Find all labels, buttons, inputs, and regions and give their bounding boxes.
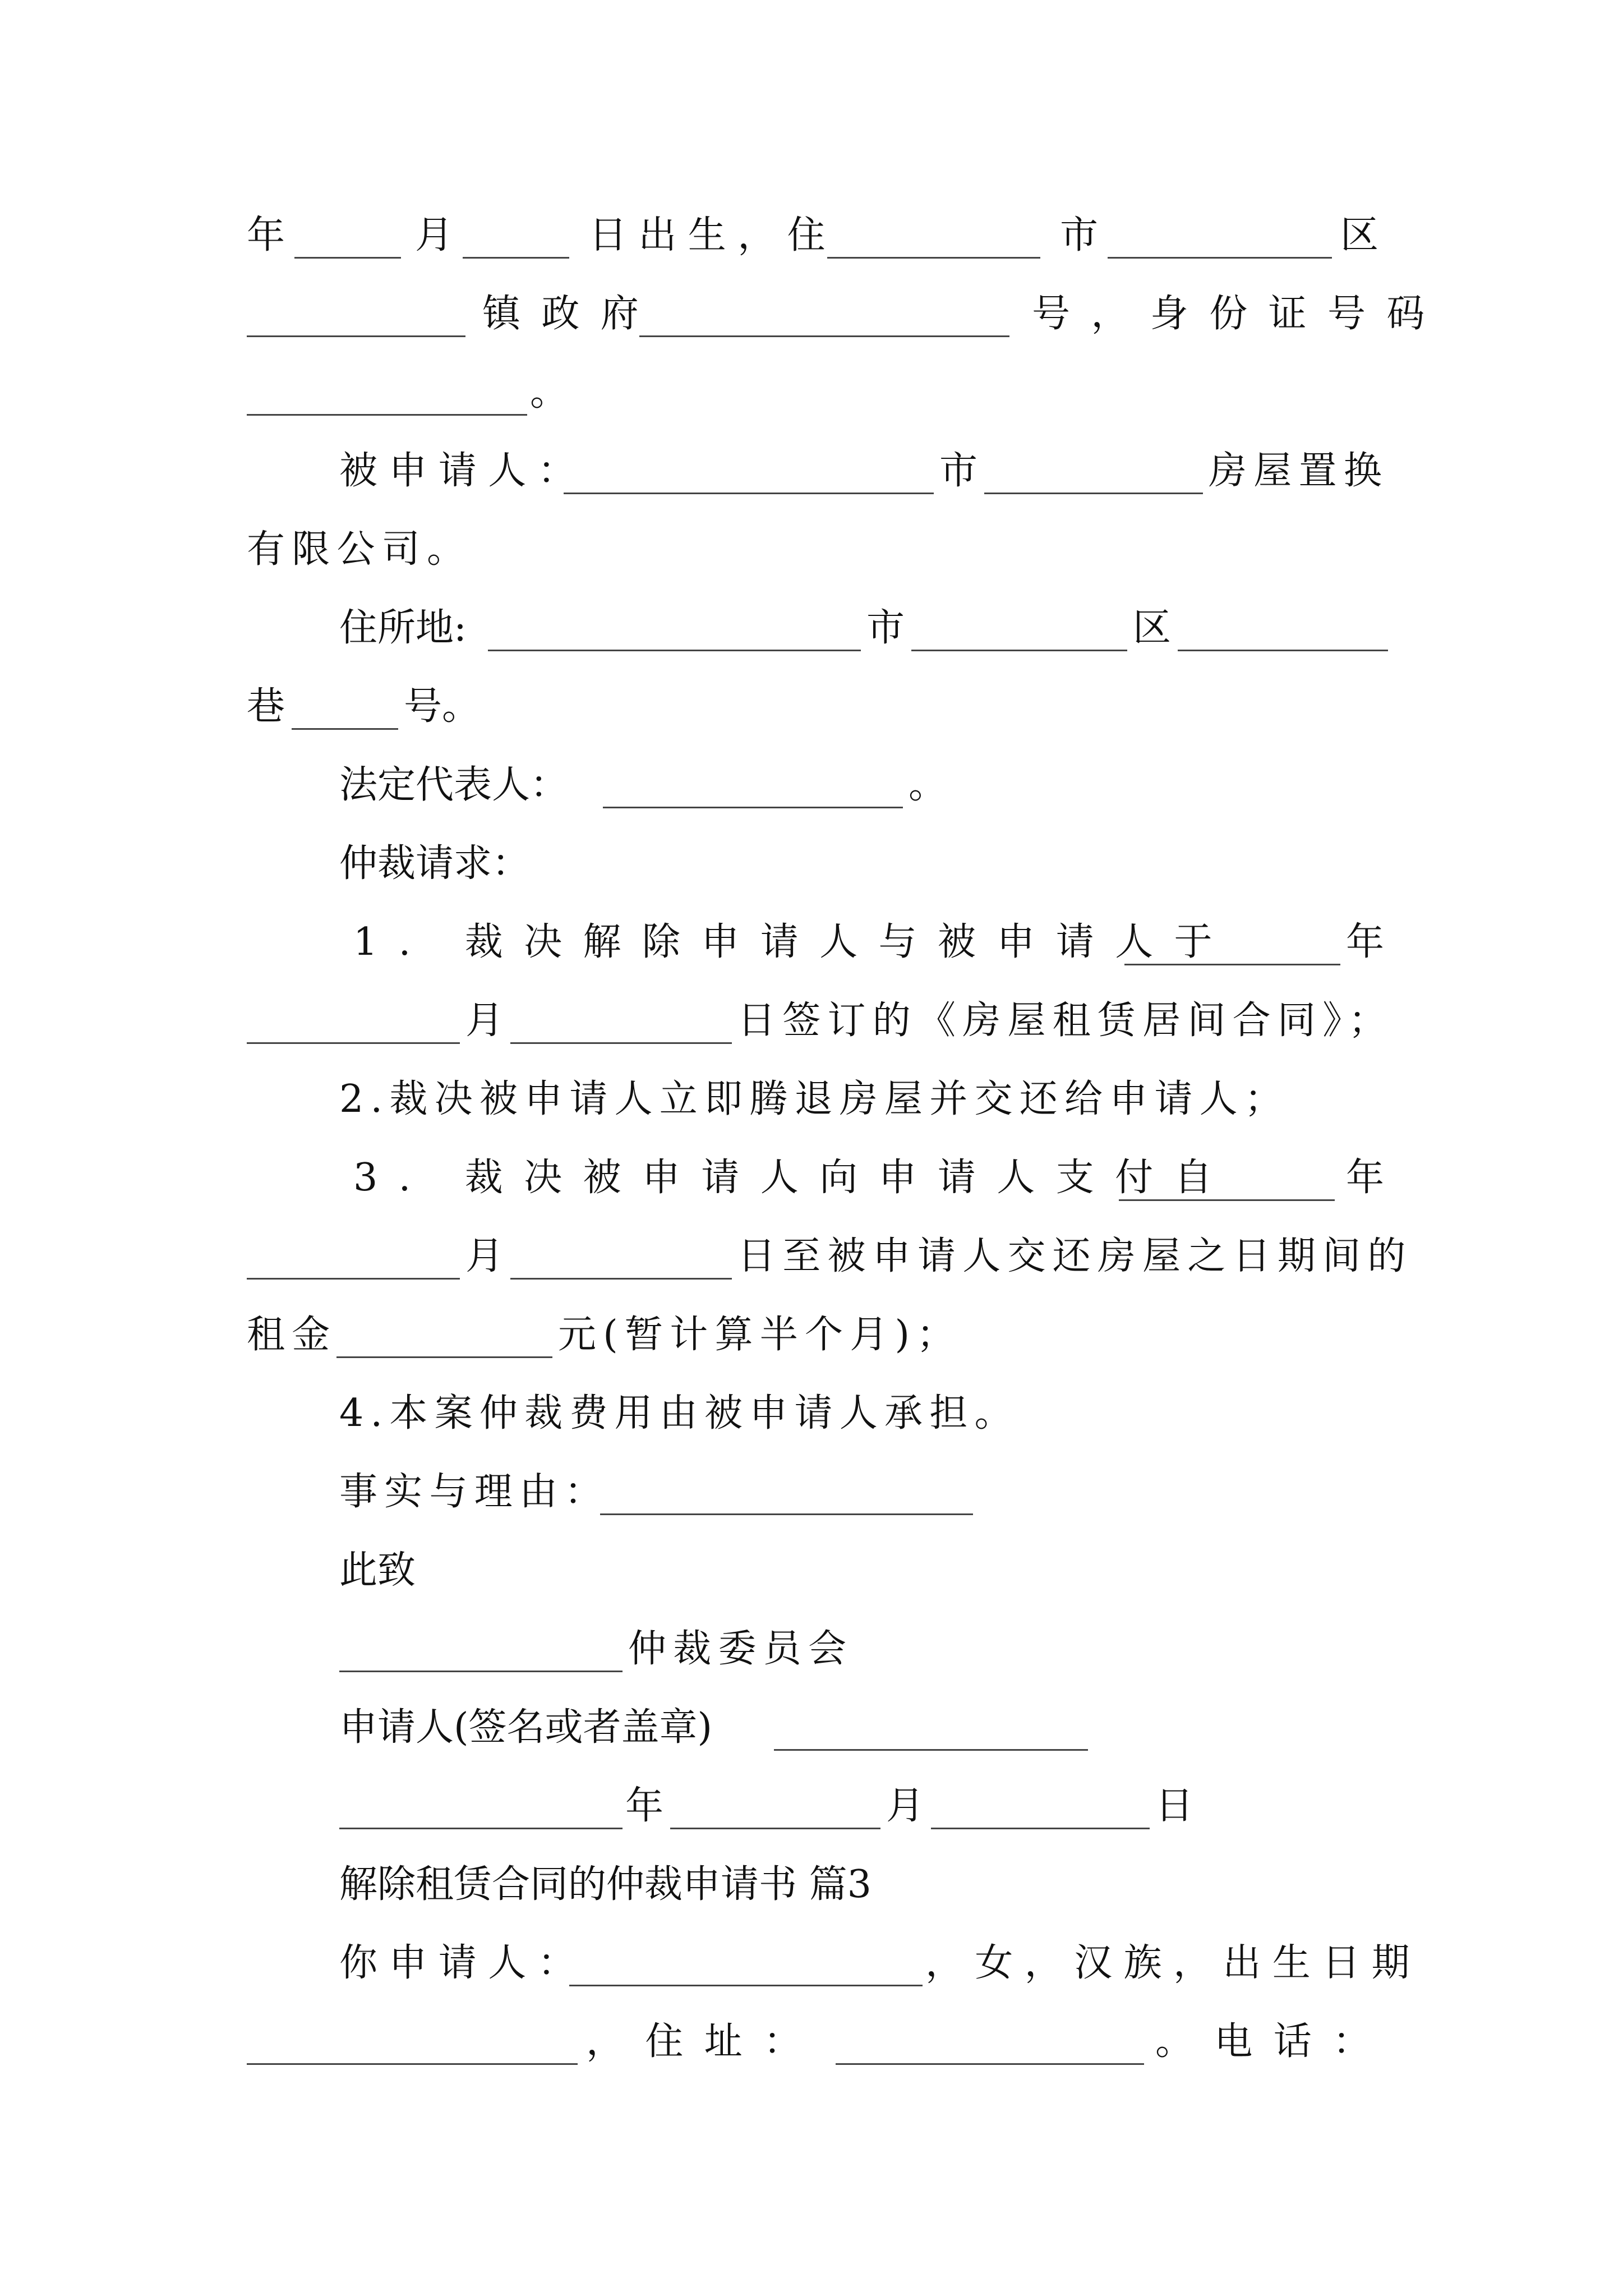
blank-date-month [670, 1828, 880, 1829]
line-claim-1-cont [0, 993, 1623, 1069]
line-claim-3 [0, 1150, 1623, 1226]
text-month: 月 [465, 999, 504, 1043]
blank-respondent [564, 493, 934, 494]
line-company [0, 522, 1623, 598]
text-town-gov: 镇政府 [482, 292, 660, 336]
text-claim-4: 4.本案仲裁费用由被申请人承担。 [339, 1391, 1020, 1435]
blank-claim-3-year [1119, 1199, 1335, 1201]
blank-claim-3-month [247, 1278, 460, 1280]
text-legal-rep-label: 法定代表人： [339, 763, 569, 807]
blank-domicile-district [1178, 650, 1388, 651]
blank-legal-rep [603, 807, 903, 808]
blank-number [639, 335, 1009, 337]
text-applicant-info: ，女，汉族，出生日期 [925, 1941, 1422, 1985]
text-lane: 巷 [247, 684, 285, 729]
blank-date-day [931, 1828, 1150, 1829]
line-claim-2 [0, 1071, 1623, 1148]
blank-district [1108, 257, 1332, 259]
line-date [0, 1778, 1623, 1855]
blank-domicile-city [911, 650, 1127, 651]
text-claim-2: 2.裁决被申请人立即腾退房屋并交还给申请人； [339, 1077, 1290, 1121]
blank-birth-date [247, 2063, 578, 2065]
text-claim-1: 1. 裁决解除申请人与被申请人于 [353, 920, 1233, 964]
text-year: 年 [247, 213, 285, 257]
blank-commission [339, 1671, 623, 1672]
text-salutation: 此致 [339, 1548, 416, 1593]
blank-applicant-name [569, 1985, 923, 1986]
line-domicile [0, 600, 1623, 677]
text-year: 年 [1346, 1156, 1385, 1200]
text-number-end: 号。 [404, 684, 481, 729]
text-period: 。 [909, 763, 947, 807]
text-city: 市 [1060, 213, 1099, 257]
text-day: 日 [1155, 1784, 1194, 1828]
line-birth-address [0, 208, 1623, 284]
text-applicant-label: 你申请人： [339, 1941, 588, 1985]
line-respondent [0, 443, 1623, 519]
blank-id [247, 414, 527, 416]
text-id-number: 号，身份证号码 [1032, 292, 1446, 336]
blank-date-year [339, 1828, 623, 1829]
text-rent-note: 元(暂计算半个月)； [558, 1313, 962, 1357]
line-commission [0, 1621, 1623, 1697]
line-address-phone [0, 2014, 1623, 2090]
blank-claim-3-day [510, 1278, 732, 1280]
blank-facts [600, 1513, 973, 1515]
line-section-title [0, 1857, 1623, 1933]
text-district: 区 [1340, 213, 1379, 257]
text-year: 年 [1346, 920, 1385, 964]
blank-claim-1-day [510, 1042, 732, 1044]
blank-month-before [294, 257, 401, 259]
blank-signature [774, 1749, 1088, 1751]
text-applicant-sign: 申请人(签名或者盖章) [339, 1705, 713, 1750]
text-commission: 仲裁委员会 [628, 1627, 854, 1671]
text-housing-exchange: 房屋置换 [1209, 449, 1389, 493]
text-city: 市 [939, 449, 978, 493]
blank-claim-1-month [247, 1042, 460, 1044]
line-legal-rep [0, 757, 1623, 834]
text-facts-label: 事实与理由： [339, 1470, 610, 1514]
line-id-end [0, 365, 1623, 441]
line-claims-heading [0, 836, 1623, 912]
text-company: 有限公司。 [247, 527, 472, 572]
line-applicant-sign [0, 1700, 1623, 1776]
line-salutation [0, 1543, 1623, 1619]
line-claim-4 [0, 1386, 1623, 1462]
blank-city [827, 257, 1040, 259]
text-year: 年 [625, 1784, 664, 1828]
text-claim-3: 3. 裁决被申请人向申请人支付自 [353, 1156, 1233, 1200]
text-claims-heading: 仲裁请求： [339, 841, 531, 886]
text-city: 市 [866, 606, 905, 650]
text-born-live: 日出生，住 [589, 213, 837, 257]
blank-address [836, 2063, 1144, 2065]
text-contract-name: 日签订的《房屋租赁居间合同》； [737, 999, 1394, 1043]
line-claim-3-cont [0, 1228, 1623, 1305]
text-rent: 租金 [247, 1313, 337, 1357]
line-applicant-2 [0, 1935, 1623, 2012]
line-lane [0, 679, 1623, 755]
line-claim-1 [0, 914, 1623, 991]
text-month: 月 [886, 1784, 925, 1828]
text-respondent-label: 被申请人： [339, 449, 588, 493]
text-month: 月 [415, 213, 454, 257]
blank-claim-1-year [1124, 964, 1340, 965]
line-rent [0, 1307, 1623, 1383]
blank-day [463, 257, 569, 259]
text-month: 月 [465, 1234, 504, 1278]
blank-respondent-city [984, 493, 1203, 494]
text-address-label: ，住址： [586, 2019, 823, 2064]
line-town-id [0, 286, 1623, 362]
text-period: 。 [530, 370, 569, 415]
blank-town [247, 335, 465, 337]
line-facts [0, 1464, 1623, 1540]
text-domicile-label: 住所地: [339, 606, 467, 650]
blank-rent-amount [336, 1356, 552, 1358]
section-title: 解除租赁合同的仲裁申请书 篇3 [339, 1862, 872, 1907]
text-phone-label: 。电话： [1155, 2019, 1392, 2064]
text-district: 区 [1133, 606, 1172, 650]
blank-domicile [488, 650, 861, 651]
text-return-period: 日至被申请人交还房屋之日期间的 [737, 1234, 1413, 1278]
blank-lane-number [292, 728, 398, 730]
